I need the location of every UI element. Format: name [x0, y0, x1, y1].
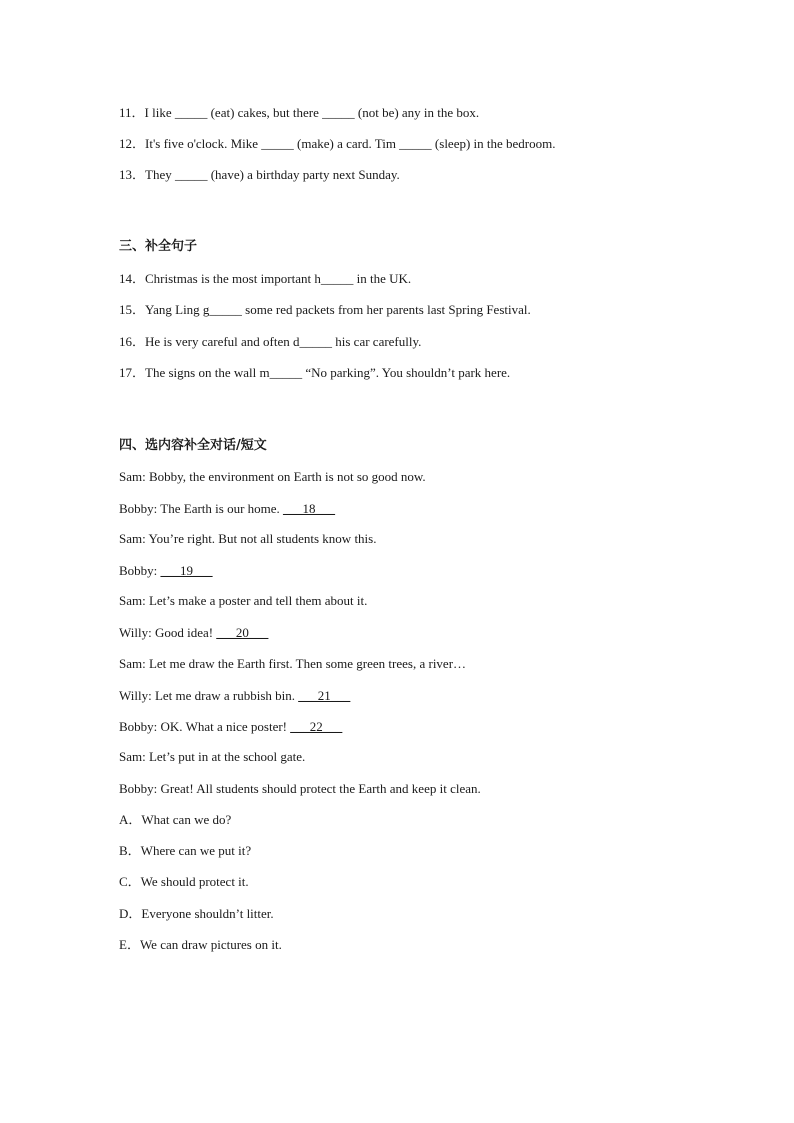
question-number: 13．	[119, 167, 146, 182]
question-number: 16．	[119, 334, 146, 349]
question-15	[119, 302, 531, 318]
dialogue-line	[119, 749, 305, 765]
question-14	[119, 271, 411, 287]
dialogue-text: Willy: Good idea!	[119, 625, 217, 640]
dialogue-text: Sam: Let me draw the Earth first. Then some green trees, a river…	[119, 656, 467, 671]
dialogue-line	[119, 688, 350, 704]
dialogue-text: Bobby: The Earth is our home.	[119, 501, 284, 516]
dialogue-line	[119, 781, 481, 797]
question-number: 12．	[119, 136, 146, 151]
section-4-heading: 四、选内容补全对话/短文	[119, 438, 267, 453]
answer-blank: ___19___	[160, 563, 213, 578]
dialogue-line	[119, 593, 367, 609]
dialogue-text: Bobby:	[119, 563, 161, 578]
question-12	[119, 136, 556, 152]
question-text: Christmas is the most important h_____ in the UK.	[145, 271, 412, 286]
section-3-heading: 三、补全句子	[119, 239, 198, 254]
dialogue-line	[119, 501, 335, 517]
question-number: 17．	[119, 365, 146, 380]
dialogue-line	[119, 625, 268, 641]
question-13	[119, 167, 400, 183]
answer-blank: ___21___	[298, 688, 351, 703]
option-b: B．Where can we put it?	[119, 843, 252, 858]
answer-blank: ___18___	[283, 501, 336, 516]
dialogue-line	[119, 719, 342, 735]
question-16	[119, 334, 421, 350]
question-text: Yang Ling g_____ some red packets from her parents last Spring Festival.	[145, 302, 531, 317]
dialogue-line	[119, 531, 376, 547]
question-11	[119, 105, 479, 121]
option-a: A．What can we do?	[119, 812, 232, 827]
dialogue-text: Sam: Let’s put in at the school gate.	[119, 749, 306, 764]
dialogue-line	[119, 563, 213, 579]
question-text: It's five o'clock. Mike _____ (make) a card. Tim _____ (sleep) in the bedroom.	[145, 136, 556, 151]
dialogue-text: Bobby: Great! All students should protect the Earth and keep it clean.	[119, 781, 481, 796]
option-d: D．Everyone shouldn’t litter.	[119, 906, 274, 921]
question-text: The signs on the wall m_____ “No parking”. You shouldn’t park here.	[145, 365, 511, 380]
dialogue-line	[119, 469, 426, 485]
option-c: C．We should protect it.	[119, 874, 249, 889]
dialogue-text: Sam: You’re right. But not all students know this.	[119, 531, 377, 546]
question-number: 11．	[119, 105, 145, 120]
dialogue-text: Bobby: OK. What a nice poster!	[119, 719, 291, 734]
answer-blank: ___20___	[216, 625, 269, 640]
dialogue-text: Willy: Let me draw a rubbish bin.	[119, 688, 299, 703]
dialogue-text: Sam: Bobby, the environment on Earth is not so good now.	[119, 469, 426, 484]
question-number: 15．	[119, 302, 146, 317]
question-text: I like _____ (eat) cakes, but there _____ (not be) any in the box.	[144, 105, 480, 120]
question-text: They _____ (have) a birthday party next Sunday.	[145, 167, 400, 182]
dialogue-text: Sam: Let’s make a poster and tell them about it.	[119, 593, 368, 608]
answer-blank: ___22___	[290, 719, 343, 734]
question-number: 14．	[119, 271, 146, 286]
question-17	[119, 365, 510, 381]
question-text: He is very careful and often d_____ his car carefully.	[145, 334, 422, 349]
option-e: E．We can draw pictures on it.	[119, 937, 282, 952]
dialogue-line	[119, 656, 466, 672]
